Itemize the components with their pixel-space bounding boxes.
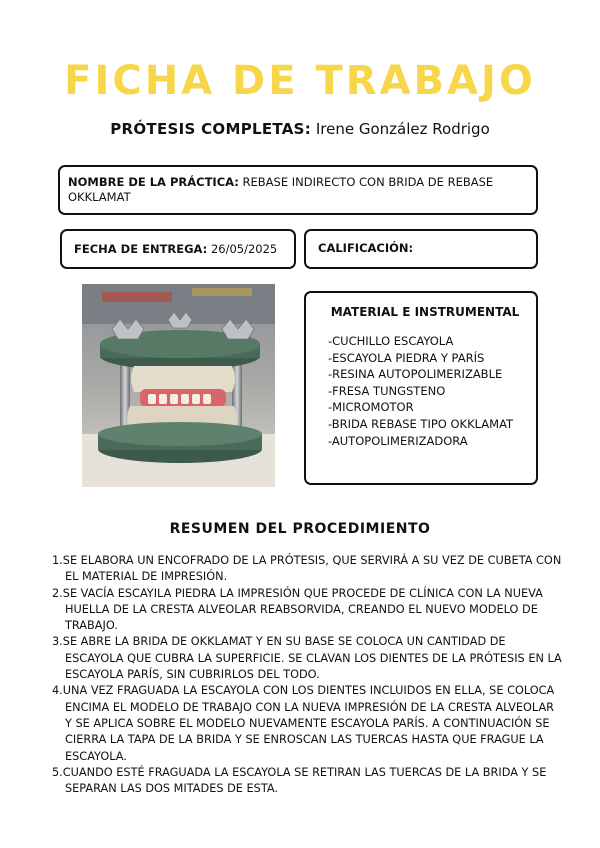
subject-label: PRÓTESIS COMPLETAS:	[110, 120, 312, 138]
material-item: -CUCHILLO ESCAYOLA	[328, 334, 454, 348]
summary-title: RESUMEN DEL PROCEDIMIENTO	[169, 521, 431, 537]
delivery-date-label: FECHA DE ENTREGA:	[74, 242, 208, 256]
procedure-step: 2.SE VACÍA ESCAYILA PIEDRA LA IMPRESIÓN QUE PROCEDE DE CLÍNICA CON LA NUEVA HUELLA DE LA CRESTA ALVEOLAR REABSORVIDA, CREANDO EL NUEVO MODELO DE TRABAJO.	[52, 586, 543, 633]
procedure-steps	[52, 553, 562, 797]
procedure-step: 5.CUANDO ESTÉ FRAGUADA LA ESCAYOLA SE RETIRAN LAS TUERCAS DE LA BRIDA Y SE SEPARAN LAS DOS MITADES DE ESTA.	[52, 765, 547, 796]
material-item: -ESCAYOLA PIEDRA Y PARÍS	[328, 350, 485, 365]
material-item: -RESINA AUTOPOLIMERIZABLE	[328, 367, 503, 382]
materials-list	[328, 333, 522, 449]
page-title: FICHA DE TRABAJO	[64, 58, 536, 104]
material-item: -FRESA TUNGSTENO	[328, 383, 446, 398]
material-item: -MICROMOTOR	[328, 400, 414, 415]
grade-box	[304, 229, 538, 269]
procedure-step: 1.SE ELABORA UN ENCOFRADO DE LA PRÓTESIS, QUE SERVIRÁ A SU VEZ DE CUBETA CON EL MATERIAL DE IMPRESIÓN.	[52, 554, 562, 584]
material-item: -AUTOPOLIMERIZADORA	[328, 433, 468, 448]
delivery-date-box	[60, 229, 296, 269]
materials-box	[304, 291, 538, 485]
grade-label: CALIFICACIÓN:	[318, 241, 414, 255]
flask-photo	[82, 284, 275, 487]
procedure-step: 4.UNA VEZ FRAGUADA LA ESCAYOLA CON LOS DIENTES INCLUIDOS EN ELLA, SE COLOCA ENCIMA EL MODELO DE TRABAJO CON LA NUEVA IMPRESIÓN DE LA CRESTA ALVEOLAR Y SE APLICA SOBRE EL MODELO NUEVAMENTE ESCAYOLA PARÍS. A CONTINUACIÓN SE CIERRA LA TAPA DE LA BRIDA Y SE ENROSCAN LAS TUERCAS HASTA QUE FRAGUE LA ESCAYOLA.	[52, 684, 555, 763]
material-item: -BRIDA REBASE TIPO OKKLAMAT	[328, 416, 514, 431]
practice-value: REBASE INDIRECTO CON BRIDA DE REBASE OKKLAMAT	[68, 175, 494, 204]
procedure-step: 3.SE ABRE LA BRIDA DE OKKLAMAT Y EN SU BASE SE COLOCA UN CANTIDAD DE ESCAYOLA QUE CUBRA LA SUPERFICIE. SE CLAVAN LOS DIENTES DE LA PRÓTESIS EN LA ESCAYOLA PARÍS, SIN CUBRIRLOS DEL TODO.	[52, 635, 562, 682]
materials-title: MATERIAL E INSTRUMENTAL	[330, 305, 520, 319]
practice-label: NOMBRE DE LA PRÁCTICA:	[68, 175, 239, 189]
student-name: Irene González Rodrigo	[315, 120, 490, 138]
subtitle	[0, 120, 600, 138]
practice-name-box	[58, 165, 538, 215]
delivery-date-value: 26/05/2025	[210, 242, 278, 256]
